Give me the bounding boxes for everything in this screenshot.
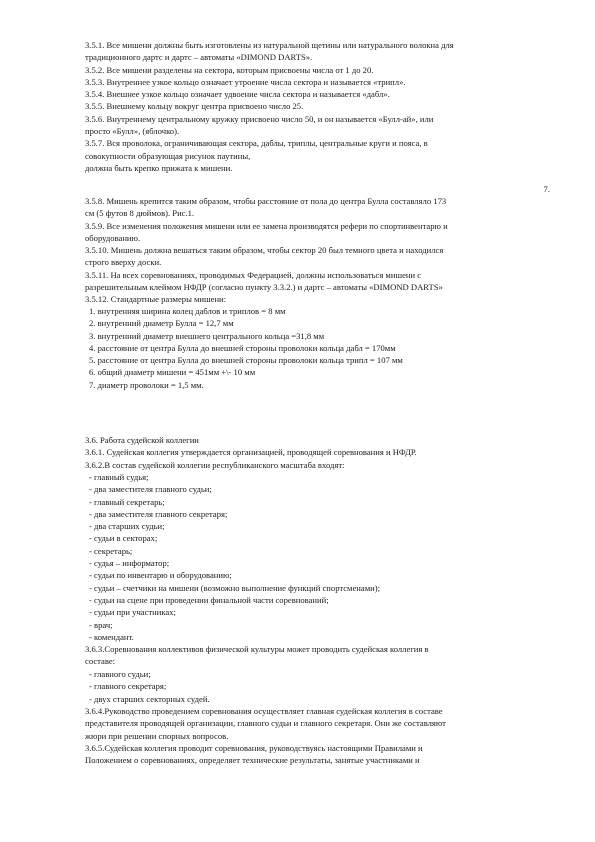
text-line: 3.6.1. Судейская коллегия утверждается организацией, проводящей соревнования и НФДР. — [85, 447, 417, 458]
text-line: должна быть крепко прижата к мишени. — [85, 162, 233, 173]
text-line: 3.5.5. Внешнему кольцу вокруг центра присвоено число 25. — [85, 101, 304, 112]
panel-role-item: - главного судьи; — [89, 669, 151, 679]
dimension-item: 3. внутренний диаметр внешнего центрального кольца =31,8 мм — [89, 330, 325, 341]
judge-role-item: - судьи в секторах; — [89, 533, 158, 544]
rules-3-5-8-to-3-5-12 — [85, 195, 550, 306]
judge-role-item: - комендант. — [89, 631, 134, 642]
text-line: 3.5.12. Стандартные размеры мишени: — [85, 294, 227, 305]
rules-3-6-4-to-3-6-5 — [85, 705, 550, 766]
dimension-item: 6. общий диаметр мишени = 451мм +\- 10 мм — [89, 367, 256, 378]
text-line: разрешительным клеймом НФДР (согласно пункту 3.3.2.) и дартс – автоматы «DIMOND DARTS» — [85, 282, 443, 293]
text-line: Положением о соревнованиях, определяет технические результаты, занятые участниками и — [85, 755, 420, 766]
judge-role-item: - судьи по инвентарю и оборудованию; — [89, 570, 232, 581]
judge-role-item: - судьи при участниках; — [89, 607, 176, 618]
dimension-item: 7. диаметр проволоки = 1,5 мм. — [89, 379, 204, 390]
text-line: 3.5.7. Вся проволока, ограничивающая сектора, даблы, триплы, центральные круги и пояса, в — [85, 138, 428, 149]
judge-role-item: - судьи – счетчики на мишени (возможно выполнение функций спортсменами); — [89, 582, 381, 593]
text-line: 3.5.1. Все мишени должны быть изготовлены из натуральной щетины или натурального волокна для — [85, 40, 454, 50]
text-line: 3.6. Работа судейской коллегии — [85, 435, 199, 445]
text-line: оборудованию. — [85, 232, 141, 243]
text-line: представителя проводящей организации, главного судьи и главного секретаря. Они же составляют — [85, 718, 446, 729]
judge-role-item: - судьи на сцене при проведении финальной части соревнований; — [89, 594, 329, 605]
judge-role-item: - судья – информатор; — [89, 558, 170, 569]
text-line: 3.5.6. Внутреннему центральному кружку присвоено число 50, и он называется «Булл-ай», или — [85, 113, 434, 124]
judge-role-item: - секретарь; — [89, 545, 133, 556]
target-dimensions-list — [85, 305, 550, 391]
text-line: 3.6.3.Соревнования коллективов физической культуры может проводить судейская коллегия в — [85, 644, 429, 654]
text-line: составе: — [85, 656, 116, 667]
section-3-6-heading-block — [85, 434, 550, 471]
judge-role-item: - врач; — [89, 619, 113, 630]
judge-role-item: - два старших судьи; — [89, 521, 165, 532]
rules-3-5-1-to-3-5-7 — [85, 39, 550, 174]
text-line: 3.5.11. На всех соревнованиях, проводимых Федерацией, должны использоваться мишени с — [85, 269, 422, 280]
panel-role-item: - главного секретаря; — [89, 681, 167, 692]
judge-role-item: - два заместителя главного секретаря; — [89, 508, 228, 519]
judge-role-item: - главный секретарь; — [89, 496, 165, 507]
judge-role-item: - два заместителя главного судьи; — [89, 484, 212, 495]
text-line: 3.5.8. Мишень крепится таким образом, чтобы расстояние от пола до центра Булла составляло 173 — [85, 196, 447, 206]
panel-role-item: - двух старших секторных судей. — [89, 693, 210, 704]
text-line: 3.5.9. Все изменения положения мишени или ее замена производятся рефери по спортинвентарю и — [85, 220, 448, 231]
text-line: 3.5.4. Внешнее узкое кольцо означает удвоение числа сектора и называется «дабл». — [85, 89, 390, 100]
text-line: традиционного дартс и дартс – автоматы «DIMOND DARTS». — [85, 52, 313, 63]
text-line: 3.6.2.В состав судейской коллегии республиканского масштаба входят: — [85, 459, 345, 470]
text-line: 3.5.2. Все мишени разделены на сектора, которым присвоены числа от 1 до 20. — [85, 64, 374, 75]
text-line: просто «Булл», (яблочко). — [85, 126, 180, 137]
dimension-item: 2. внутренний диаметр Булла = 12,7 мм — [89, 318, 234, 329]
page-number: 7. — [543, 184, 550, 194]
text-line: 3.6.5.Судейская коллегия проводит соревнования, руководствуясь настоящими Правилами и — [85, 742, 423, 753]
text-line: 3.5.10. Мишень должна вешаться таким образом, чтобы сектор 20 был темного цвета и находился — [85, 245, 444, 256]
text-line: см (5 футов 8 дюймов). Рис.1. — [85, 208, 195, 219]
dimension-item: 5. расстояние от центра Булла до внешней стороны проволоки кольца трипл = 107 мм — [89, 355, 403, 366]
judges-panel-list — [85, 471, 550, 643]
text-line: жюри при решении спорных вопросов. — [85, 730, 229, 741]
rule-3-6-3 — [85, 643, 550, 668]
text-line: строго вверху доски. — [85, 257, 162, 268]
text-line: 3.6.4.Руководство проведением соревнования осуществляет главная судейская коллегия в составе — [85, 706, 443, 716]
text-line: 3.5.3. Внутреннее узкое кольцо означает утроение числа сектора и называется «трипл». — [85, 76, 406, 87]
dimension-item: 1. внутренняя ширина колец даблов и триплов = 8 мм — [89, 306, 286, 316]
dimension-item: 4. расстояние от центра Булла до внешней стороны проволоки кольца дабл = 170мм — [89, 342, 396, 353]
text-line: совокупности образующая рисунок паутины, — [85, 150, 251, 161]
small-panel-list — [85, 668, 550, 705]
judge-role-item: - главный судья; — [89, 472, 149, 482]
